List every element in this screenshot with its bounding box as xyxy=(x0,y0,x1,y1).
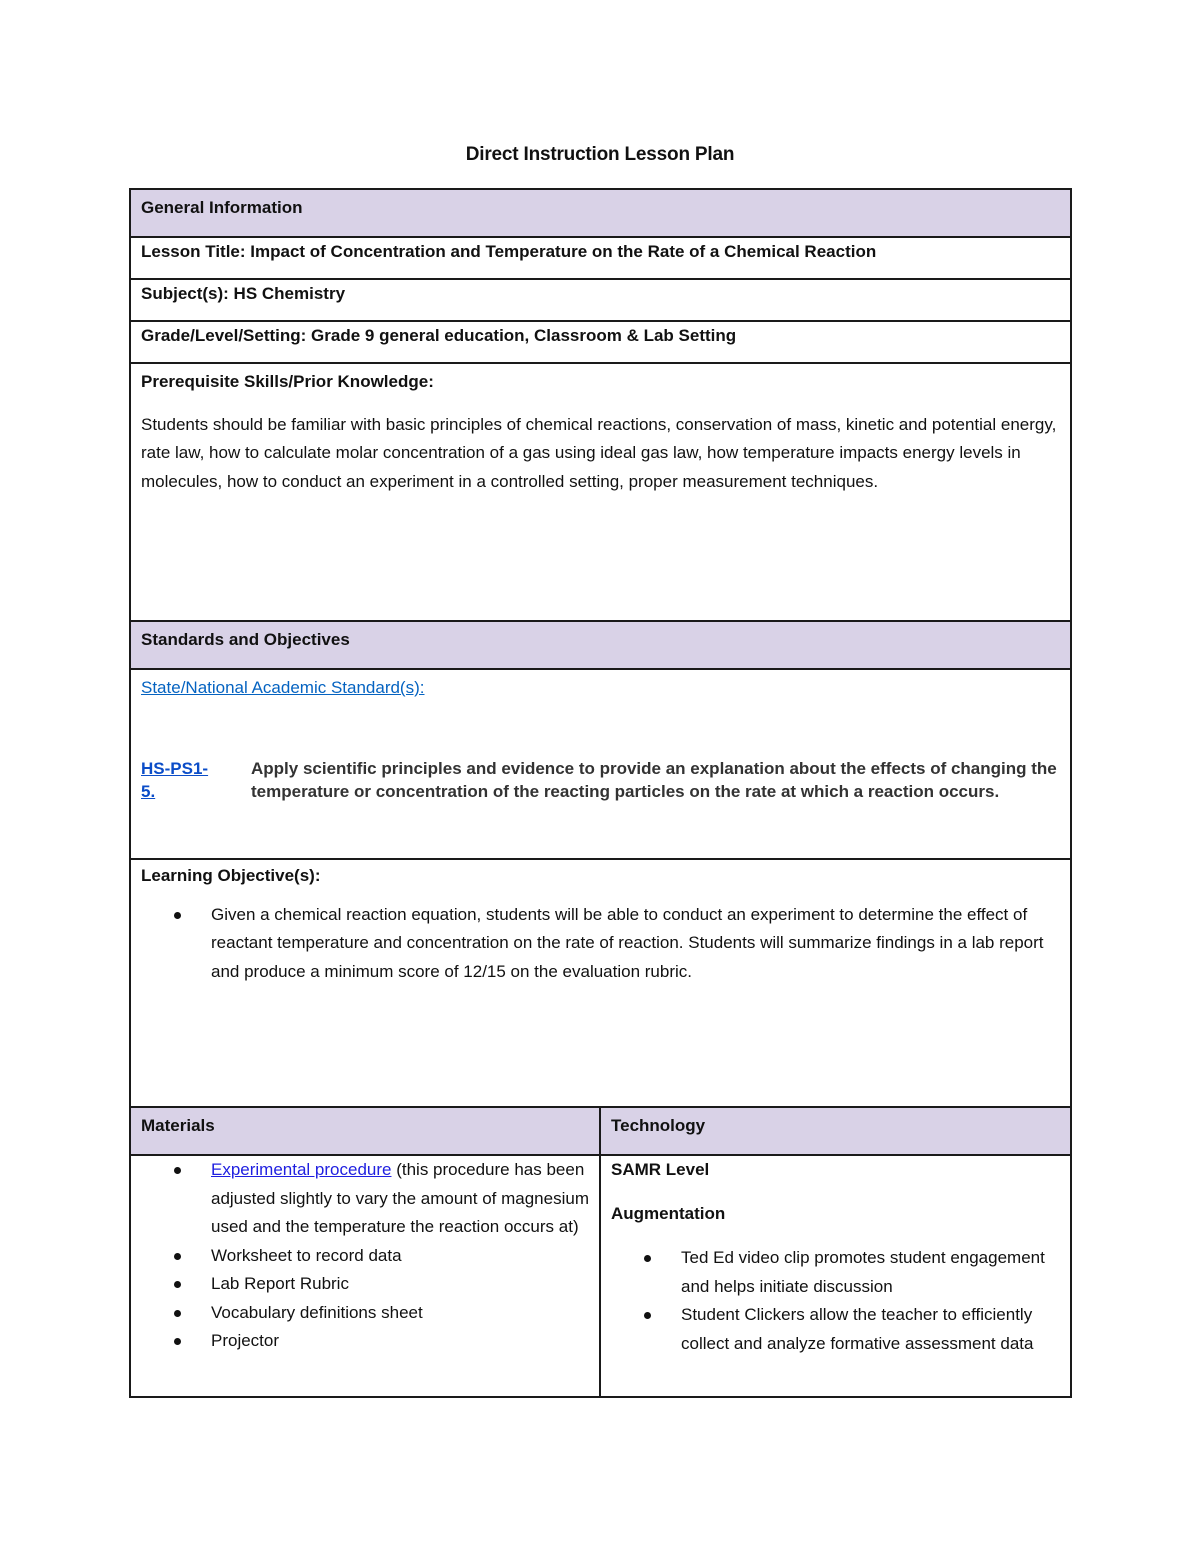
prerequisite-label: Prerequisite Skills/Prior Knowledge: xyxy=(141,372,434,391)
grade-level-setting-row: Grade/Level/Setting: Grade 9 general education, Classroom & Lab Setting xyxy=(130,321,1071,363)
standard-entry xyxy=(141,757,1060,803)
list-item: Ted Ed video clip promotes student engagement and helps initiate discussion xyxy=(681,1244,1060,1301)
general-information-header xyxy=(130,189,1071,237)
materials-list xyxy=(141,1156,589,1356)
lesson-title-row: Lesson Title: Impact of Concentration and Temperature on the Rate of a Chemical Reaction xyxy=(130,237,1071,279)
standards-objectives-header xyxy=(130,621,1071,669)
list-item: Vocabulary definitions sheet xyxy=(211,1299,589,1328)
materials-header xyxy=(130,1107,600,1155)
standards-link[interactable]: State/National Academic Standard(s): xyxy=(141,678,425,697)
samr-value: Augmentation xyxy=(611,1203,726,1223)
standard-text: Apply scientific principles and evidence to provide an explanation about the effects of changing the temperature or concentration of the reacting particles on the rate at which a reaction occurs. xyxy=(251,758,1057,801)
technology-cell xyxy=(600,1155,1071,1397)
prerequisite-text: Students should be familiar with basic principles of chemical reactions, conservation of mass, kinetic and potential energy, rate law, how to calculate molar concentration of a gas using ideal gas law, how temperature impacts energy levels in molecules, how to conduct an experiment in a controlled setting, proper measurement techniques. xyxy=(141,414,1057,491)
document-title: Direct Instruction Lesson Plan xyxy=(465,144,735,165)
learning-objectives-label: Learning Objective(s): xyxy=(141,866,321,885)
prerequisite-cell xyxy=(130,363,1071,621)
subjects-row: Subject(s): HS Chemistry xyxy=(130,279,1071,321)
section-heading: General Information xyxy=(141,198,303,217)
section-heading: Materials xyxy=(141,1116,215,1135)
list-item: Experimental procedure (this procedure has been adjusted slightly to vary the amount of magnesium used and the temperature the reaction occurs at) xyxy=(211,1156,589,1242)
technology-list xyxy=(611,1244,1060,1358)
section-heading: Standards and Objectives xyxy=(141,630,350,649)
standard-code-link[interactable]: HS-PS1- 5. xyxy=(141,758,209,801)
learning-objectives-list xyxy=(141,901,1060,987)
samr-label: SAMR Level xyxy=(611,1160,710,1179)
experimental-procedure-link[interactable]: Experimental procedure xyxy=(211,1160,392,1179)
lesson-plan-table xyxy=(129,188,1072,1398)
learning-objectives-cell xyxy=(130,859,1071,1107)
list-item: Worksheet to record data xyxy=(211,1242,589,1271)
list-item: Projector xyxy=(211,1327,589,1356)
section-heading: Technology xyxy=(611,1116,706,1135)
list-item: Given a chemical reaction equation, students will be able to conduct an experiment to determine the effect of reactant temperature and concentration on the rate of reaction. Students will summarize findings in a lab report and produce a minimum score of 12/15 on the evaluation rubric. xyxy=(211,901,1060,987)
list-item: Student Clickers allow the teacher to efficiently collect and analyze formative assessment data xyxy=(681,1301,1060,1358)
materials-cell xyxy=(130,1155,600,1397)
standards-cell xyxy=(130,669,1071,859)
list-item: Lab Report Rubric xyxy=(211,1270,589,1299)
technology-header xyxy=(600,1107,1071,1155)
